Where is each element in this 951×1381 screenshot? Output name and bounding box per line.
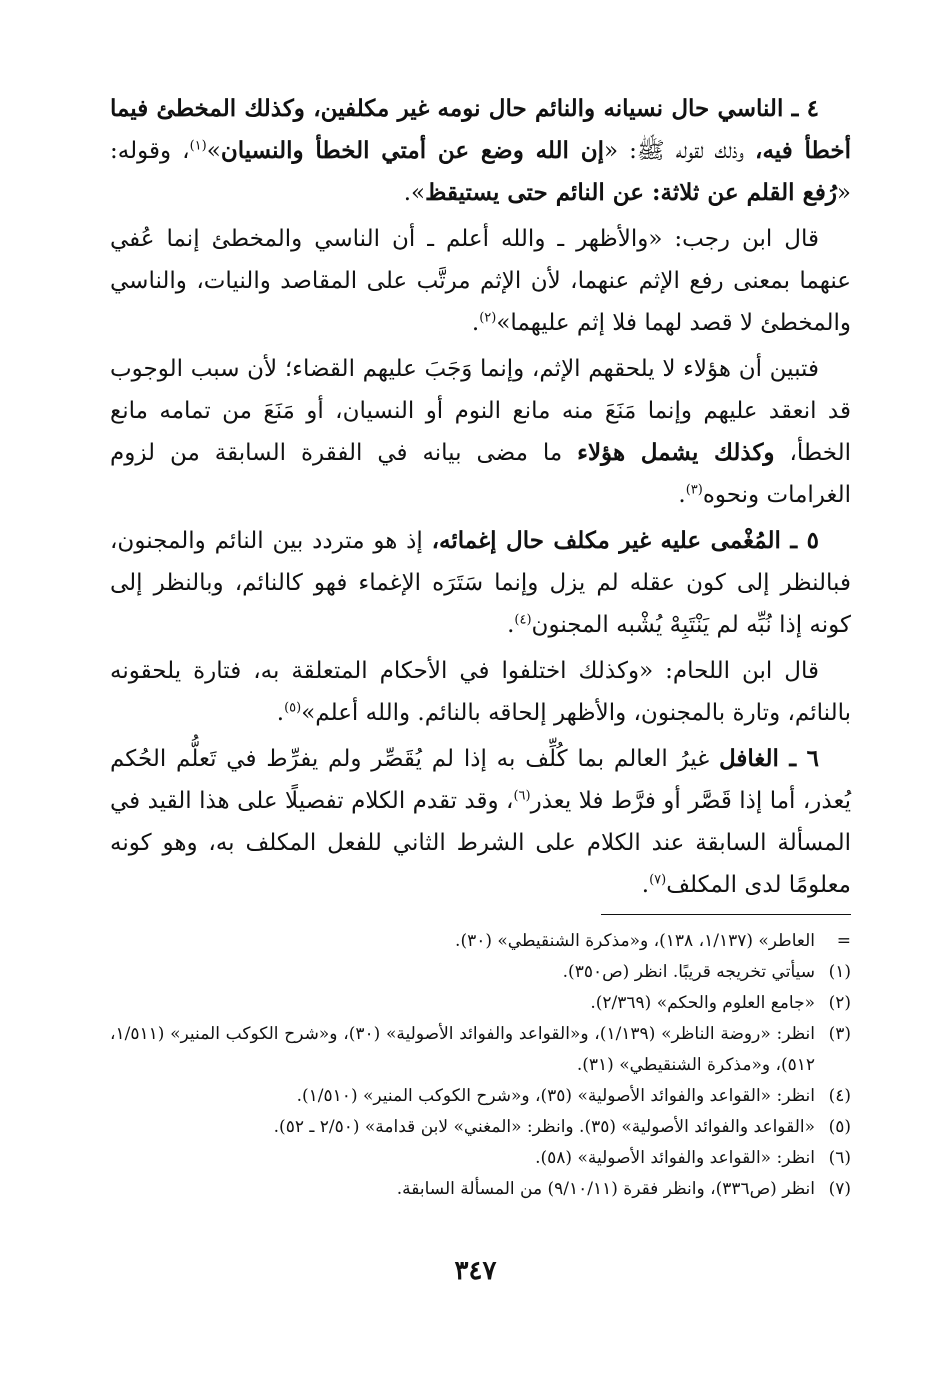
footnote-number: (١) xyxy=(828,962,851,982)
paragraph-explanation xyxy=(110,348,851,516)
footnote-number: (٥) xyxy=(828,1117,851,1137)
text: قال ابن اللحام: «وكذلك اختلفوا في الأحكام المتعلقة به، فتارة يلحقونه بالنائم، وتارة بالمجنون، والأظهر إلحاقه بالنائم. والله أعلم» xyxy=(110,658,851,726)
footnote-number: (٣) xyxy=(828,1024,851,1044)
heading-item-6: ٦ ـ الغافل xyxy=(718,745,819,772)
footnote-ref-5[interactable]: (٥) xyxy=(284,700,302,716)
footnote-continuation xyxy=(110,926,851,957)
text: وذلك لقوله ﷺ: « xyxy=(604,138,756,164)
text: قال ابن رجب: «والأظهر ـ والله أعلم ـ أن الناسي والمخطئ إنما عُفي عنهما بمعنى رفع الإثم عنهما، لأن الإثم مرتَّب على المقاصد والنيات، والناسي والمخطئ لا قصد لهما فلا إثم عليهما» xyxy=(110,226,851,336)
text: » xyxy=(206,138,221,164)
hadith-quote: رُفع القلم عن ثلاثة: عن النائم حتى يستيقظ xyxy=(425,179,837,206)
text: . xyxy=(641,872,650,898)
footnote-ref-6[interactable]: (٦) xyxy=(513,788,531,804)
paragraph-4-sleeper-forgetter xyxy=(110,88,851,214)
text: . xyxy=(678,482,686,508)
footnote-ref-3[interactable]: (٣) xyxy=(685,482,703,498)
footnote-number: (٢) xyxy=(828,993,851,1013)
footnote-ref-2[interactable]: (٢) xyxy=(479,310,497,326)
text: . xyxy=(507,612,515,638)
footnote-ref-1[interactable]: (١) xyxy=(189,138,207,154)
footnote-7 xyxy=(110,1174,851,1205)
heading-item-5: ٥ ـ المُغْمى عليه غير مكلف حال إغمائه، xyxy=(431,527,820,554)
footnote-number: = xyxy=(836,931,851,951)
footnote-separator xyxy=(601,914,851,915)
footnote-text: العاطر» (١/١٣٧، ١٣٨)، و«مذكرة الشنقيطي» (٣٠). xyxy=(455,931,815,951)
footnote-text: انظر: «القواعد والفوائد الأصولية» (٣٥)، و«شرح الكوكب المنير» (١/٥١٠). xyxy=(296,1086,815,1106)
text: . xyxy=(276,700,285,726)
footnote-text: انظر: «روضة الناظر» (١/١٣٩)، و«القواعد والفوائد الأصولية» (٣٠)، و«شرح الكوكب المنير» (١/٥١١، ٥١٢)، و«مذكرة الشنقيطي» (٣١). xyxy=(110,1024,815,1075)
footnote-1 xyxy=(110,957,851,988)
paragraph-ibn-allaham xyxy=(110,650,851,734)
text: غيرُ العالم بما كُلِّف به إذا لم يُقَصِّر ولم يفرِّط في تَعلُّم الحُكم يُعذر، أما إذا قَصَّر أو فرَّط فلا يعذر xyxy=(110,746,851,814)
text: فتبين أن هؤلاء لا يلحقهم الإثم، وإنما وَجَبَ عليهم القضاء؛ لأن سبب الوجوب قد انعقد عليهم وإنما مَنَعَ منه مانع النوم أو النسيان، أو مَنَعَ من تمامه مانع الخطأ، xyxy=(110,356,851,466)
footnotes xyxy=(110,926,851,1205)
footnote-text: انظر: «القواعد والفوائد الأصولية» (٥٨). xyxy=(535,1148,815,1168)
footnote-number: (٦) xyxy=(828,1148,851,1168)
page-number: ٣٤٧ xyxy=(454,1256,497,1286)
footnote-text: انظر (ص٣٣٦)، وانظر فقرة (٩/١٠/١١) من المسألة السابقة. xyxy=(396,1179,815,1199)
paragraph-6-heedless xyxy=(110,738,851,906)
footnote-3 xyxy=(110,1019,851,1081)
footnote-5 xyxy=(110,1112,851,1143)
text: إذ هو متردد بين النائم والمجنون، فبالنظر إلى كون عقله لم يزل وإنما سَتَرَه الإغماء فهو كالنائم، وبالنظر إلى كونه إذا نُبِّه لم يَنْتَبِهْ يُشْبه المجنون xyxy=(110,528,851,638)
page-content xyxy=(110,88,851,910)
footnote-text: سيأتي تخريجه قريبًا. انظر (ص٣٥٠). xyxy=(562,962,815,982)
text: ، وقد تقدم الكلام تفصيلًا على هذا القيد في المسألة السابقة عند الكلام على الشرط الثاني للفعل المكلف به، وهو كونه معلومًا لدى المكلف xyxy=(110,788,851,898)
footnote-text: «جامع العلوم والحكم» (٢/٣٦٩). xyxy=(590,993,815,1013)
footnote-ref-4[interactable]: (٤) xyxy=(514,612,532,628)
footnote-ref-7[interactable]: (٧) xyxy=(649,872,667,888)
footnote-2 xyxy=(110,988,851,1019)
paragraph-5-unconscious xyxy=(110,520,851,646)
text: ». xyxy=(403,180,426,206)
text: . xyxy=(471,310,480,336)
paragraph-ibn-rajab xyxy=(110,218,851,344)
text: ، وقوله: « xyxy=(110,138,851,206)
bold-phrase: وكذلك يشمل هؤلاء xyxy=(577,439,775,466)
heading-item-4: ٤ ـ الناسي حال نسيانه والنائم حال نومه غير مكلفين، وكذلك المخطئ فيما أخطأ فيه، xyxy=(110,95,851,164)
footnote-6 xyxy=(110,1143,851,1174)
footnote-text: «القواعد والفوائد الأصولية» (٣٥). وانظر: «المغني» لابن قدامة» (٢/٥٠ ـ ٥٢). xyxy=(273,1117,815,1137)
footnote-number: (٧) xyxy=(828,1179,851,1199)
main-text xyxy=(110,88,851,906)
footnote-number: (٤) xyxy=(828,1086,851,1106)
hadith-quote: إن الله وضع عن أمتي الخطأ والنسيان xyxy=(220,137,605,164)
footnote-4 xyxy=(110,1081,851,1112)
text: ما مضى بيانه في الفقرة السابقة من لزوم الغرامات ونحوه xyxy=(110,440,851,508)
